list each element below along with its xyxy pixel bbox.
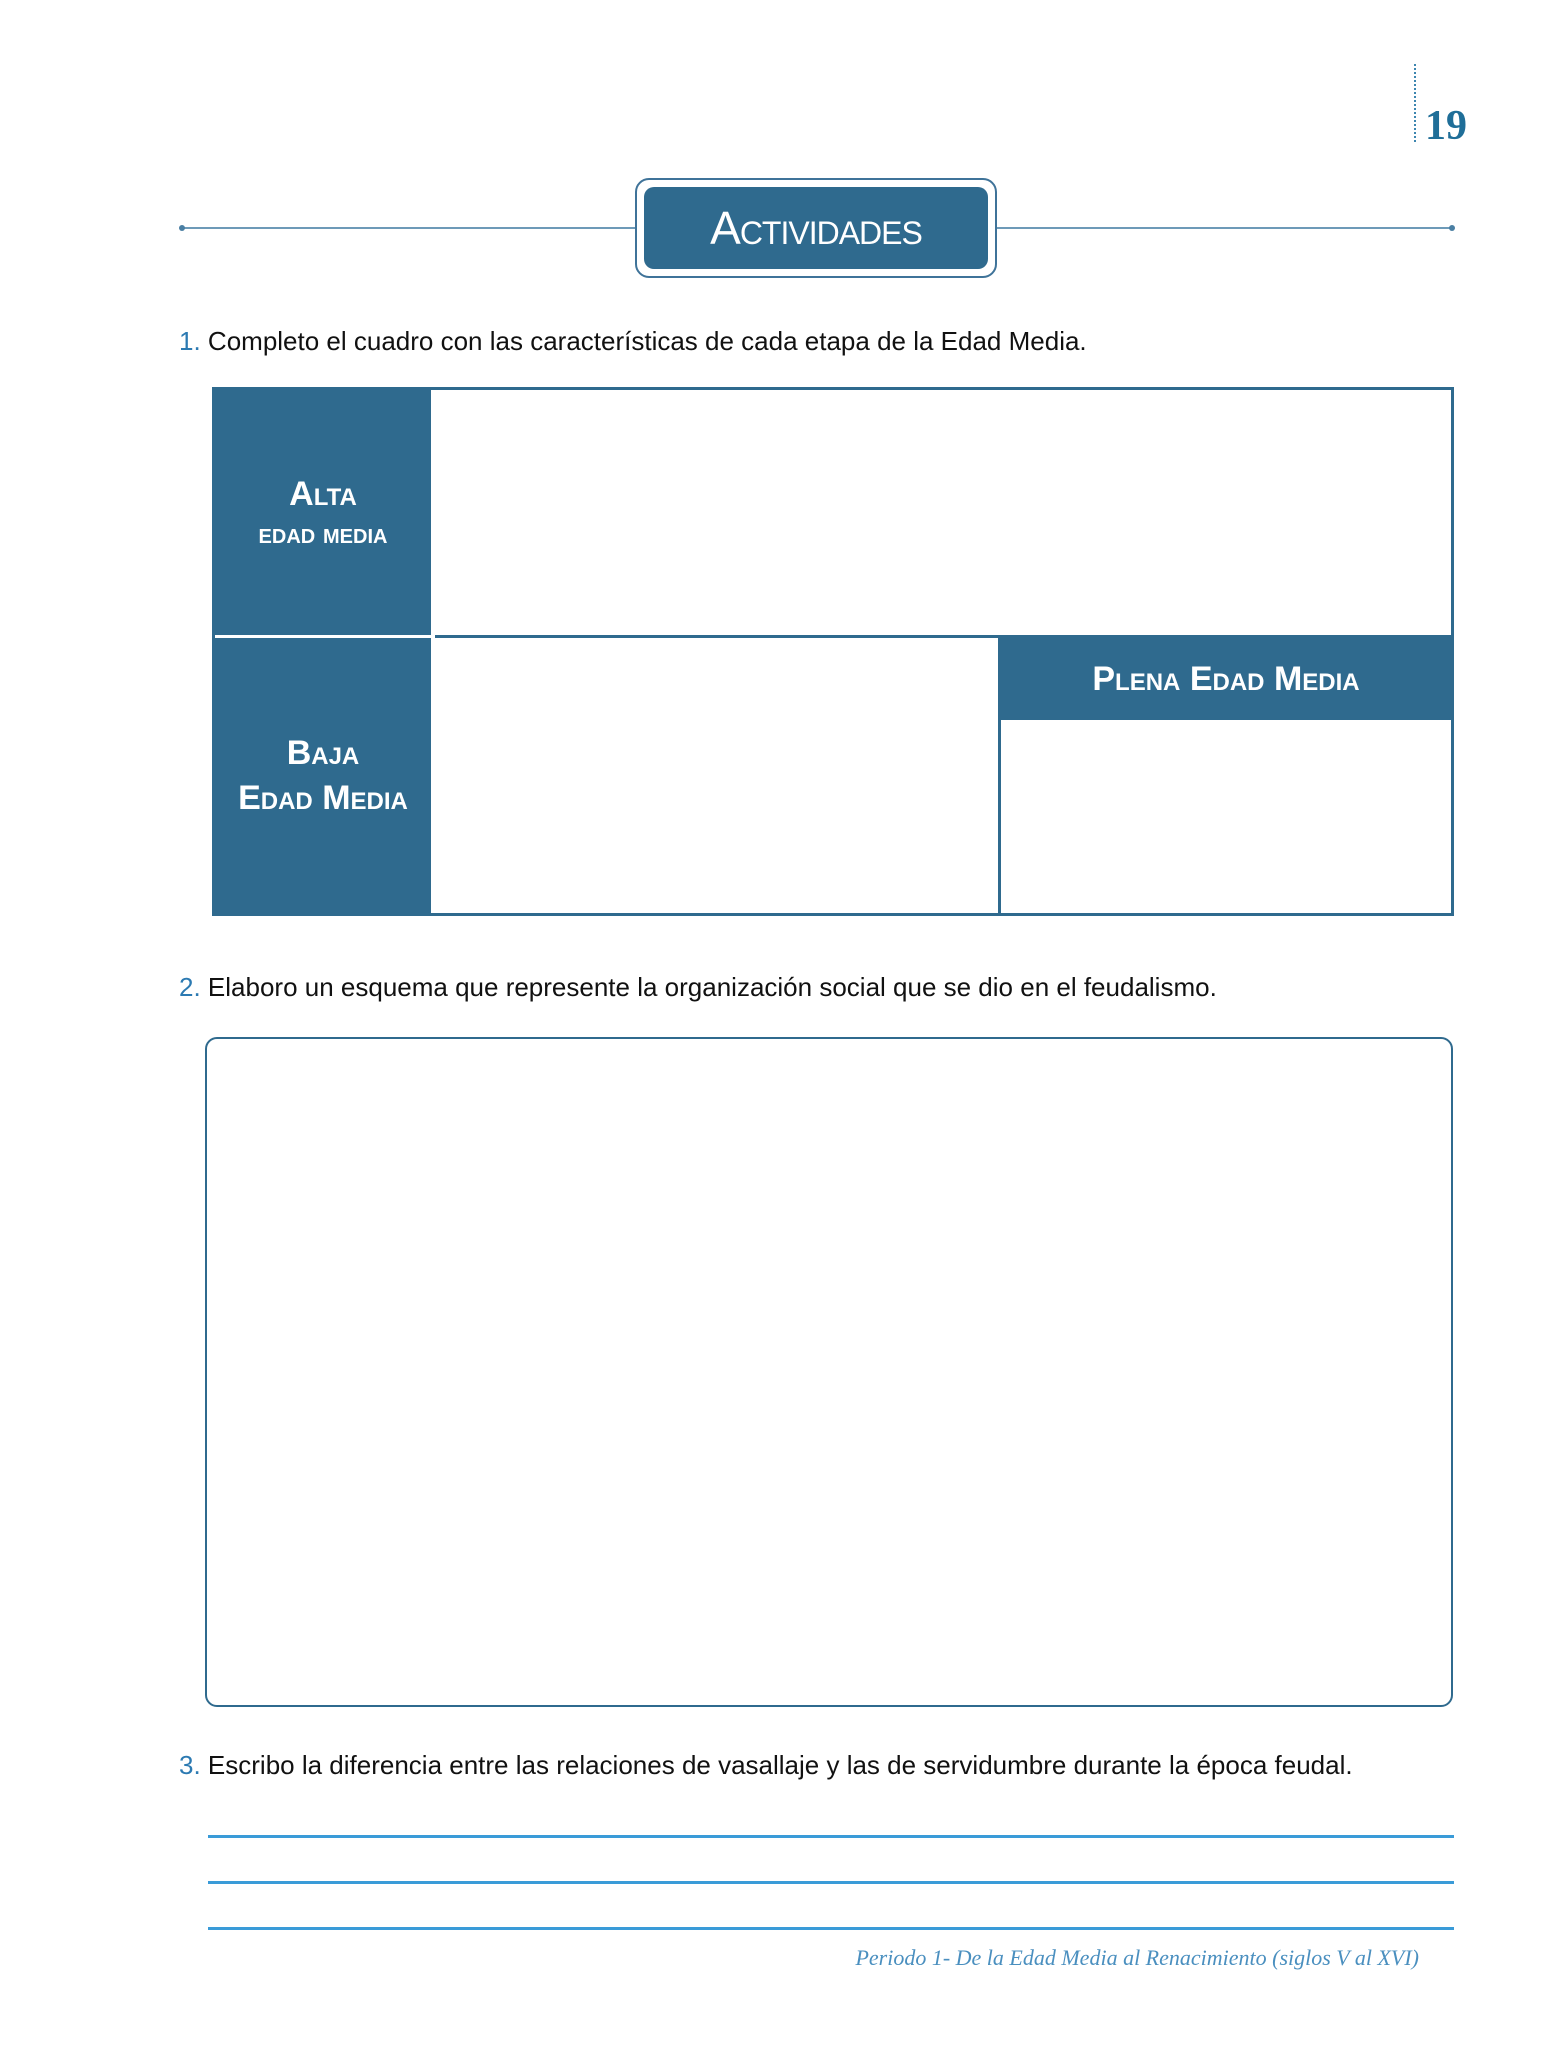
page-number: 19 <box>1425 103 1467 149</box>
alta-line1: Alta <box>289 475 357 514</box>
rule-end-dot <box>179 225 185 231</box>
question-number: 3. <box>179 1750 201 1780</box>
rule-end-dot <box>1449 225 1455 231</box>
answer-line[interactable] <box>208 1881 1454 1884</box>
answer-line[interactable] <box>208 1927 1454 1930</box>
header-alta-edad-media <box>215 390 431 635</box>
scheme-drawing-box[interactable] <box>205 1037 1453 1707</box>
stages-table <box>212 387 1454 916</box>
answer-line[interactable] <box>208 1835 1454 1838</box>
alta-answer-cell[interactable] <box>435 390 1451 635</box>
alta-line2: edad media <box>258 518 388 550</box>
question-number: 2. <box>179 972 201 1002</box>
question-text: Completo el cuadro con las características de cada etapa de la Edad Media. <box>207 326 1087 356</box>
question-number: 1. <box>179 326 201 356</box>
section-badge <box>635 178 997 278</box>
question-1 <box>179 326 1087 357</box>
section-title: Actividades <box>644 187 988 269</box>
header-plena-edad-media: Plena Edad Media <box>1001 638 1451 720</box>
question-text: Escribo la diferencia entre las relaciones de vasallaje y las de servidumbre durante la época feudal. <box>207 1750 1353 1780</box>
question-2 <box>179 972 1217 1003</box>
question-text: Elaboro un esquema que represente la organización social que se dio en el feudalismo. <box>207 972 1217 1002</box>
baja-line2: Edad Media <box>238 778 408 817</box>
baja-line1: Baja <box>286 734 360 773</box>
plena-answer-cell[interactable] <box>1001 723 1451 913</box>
page-footer: Periodo 1- De la Edad Media al Renacimiento (siglos V al XVI) <box>855 1945 1419 1970</box>
baja-answer-cell[interactable] <box>435 638 998 913</box>
header-baja-edad-media <box>215 638 431 913</box>
page-number-divider <box>1414 64 1416 142</box>
question-3 <box>179 1750 1353 1781</box>
